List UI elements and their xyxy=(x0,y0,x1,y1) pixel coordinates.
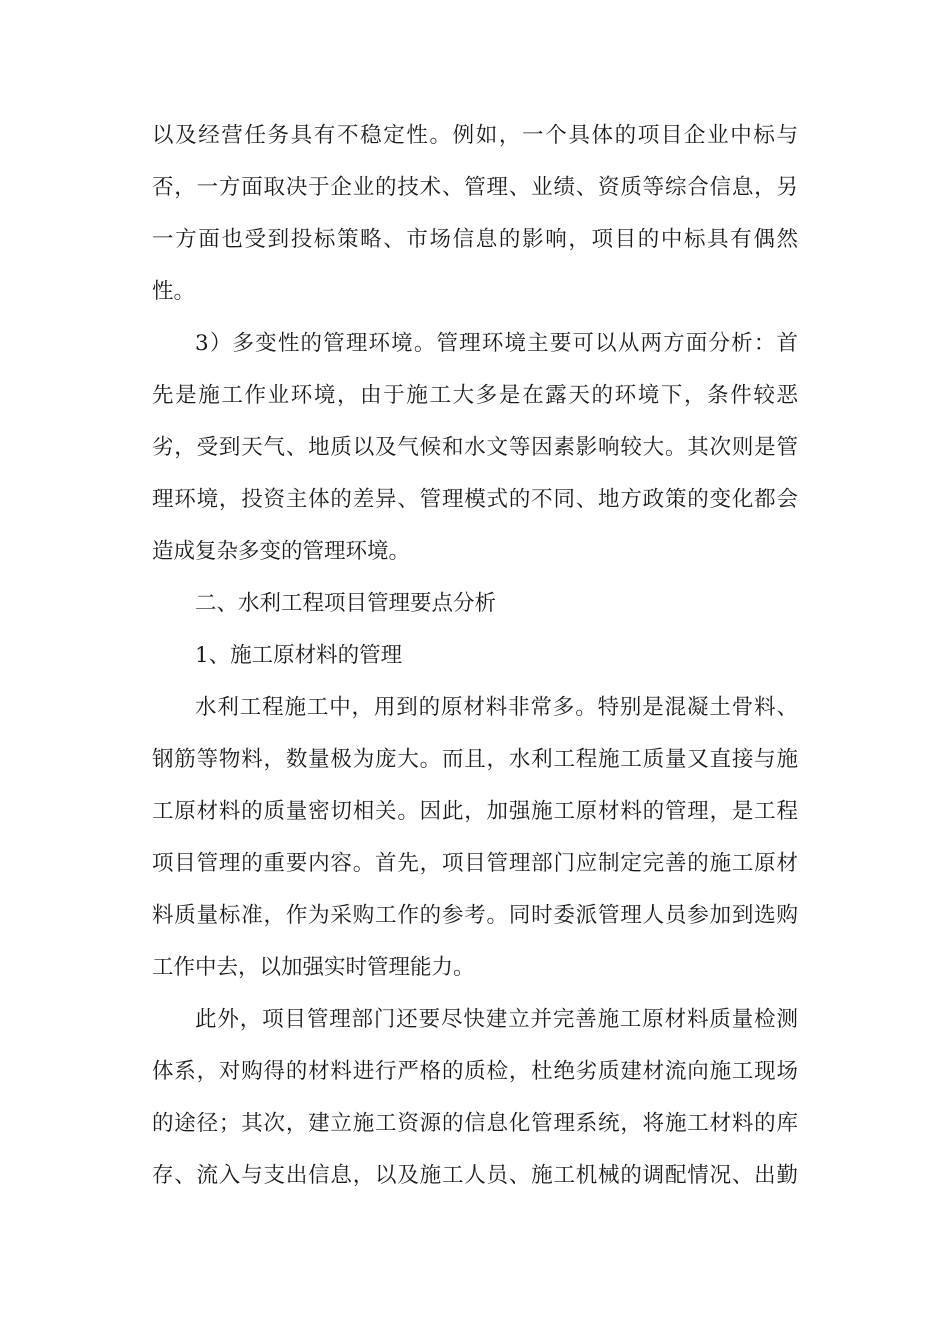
document-page xyxy=(152,110,798,1202)
text-line: 水利工程施工中，用到的原材料非常多。特别是混凝土骨料、 xyxy=(195,695,798,720)
text-line: 先是施工作业环境，由于施工大多是在露天的环境下，条件较恶 xyxy=(152,383,798,408)
text-line: 理环境，投资主体的差异、管理模式的不同、地方政策的变化都会 xyxy=(152,487,798,512)
text-line: 存、流入与支出信息，以及施工人员、施工机械的调配情况、出勤 xyxy=(152,1163,798,1188)
text-line: 以及经营任务具有不稳定性。例如，一个具体的项目企业中标与 xyxy=(152,123,798,148)
text-line: 钢筋等物料，数量极为庞大。而且，水利工程施工质量又直接与施 xyxy=(152,747,798,772)
text-line: 劣，受到天气、地质以及气候和水文等因素影响较大。其次则是管 xyxy=(152,435,798,460)
text-line: 体系，对购得的材料进行严格的质检，杜绝劣质建材流向施工现场 xyxy=(152,1059,798,1084)
text-line: 工原材料的质量密切相关。因此，加强施工原材料的管理，是工程 xyxy=(152,799,798,824)
text-line: 此外，项目管理部门还要尽快建立并完善施工原材料质量检测 xyxy=(195,1007,798,1032)
text-line: 一方面也受到投标策略、市场信息的影响，项目的中标具有偶然 xyxy=(152,227,798,252)
text-line: 否，一方面取决于企业的技术、管理、业绩、资质等综合信息，另 xyxy=(152,175,798,200)
text-line: 3）多变性的管理环境。管理环境主要可以从两方面分析：首 xyxy=(195,331,798,356)
text-line: 性。 xyxy=(152,279,196,304)
text-line: 料质量标准，作为采购工作的参考。同时委派管理人员参加到选购 xyxy=(152,903,798,928)
text-line: 工作中去，以加强实时管理能力。 xyxy=(152,955,475,980)
subsection-heading: 1、施工原材料的管理 xyxy=(195,643,403,668)
section-heading: 二、水利工程项目管理要点分析 xyxy=(195,591,497,616)
text-line: 项目管理的重要内容。首先，项目管理部门应制定完善的施工原材 xyxy=(152,851,798,876)
text-line: 造成复杂多变的管理环境。 xyxy=(152,539,411,564)
text-line: 的途径；其次，建立施工资源的信息化管理系统，将施工材料的库 xyxy=(152,1111,798,1136)
